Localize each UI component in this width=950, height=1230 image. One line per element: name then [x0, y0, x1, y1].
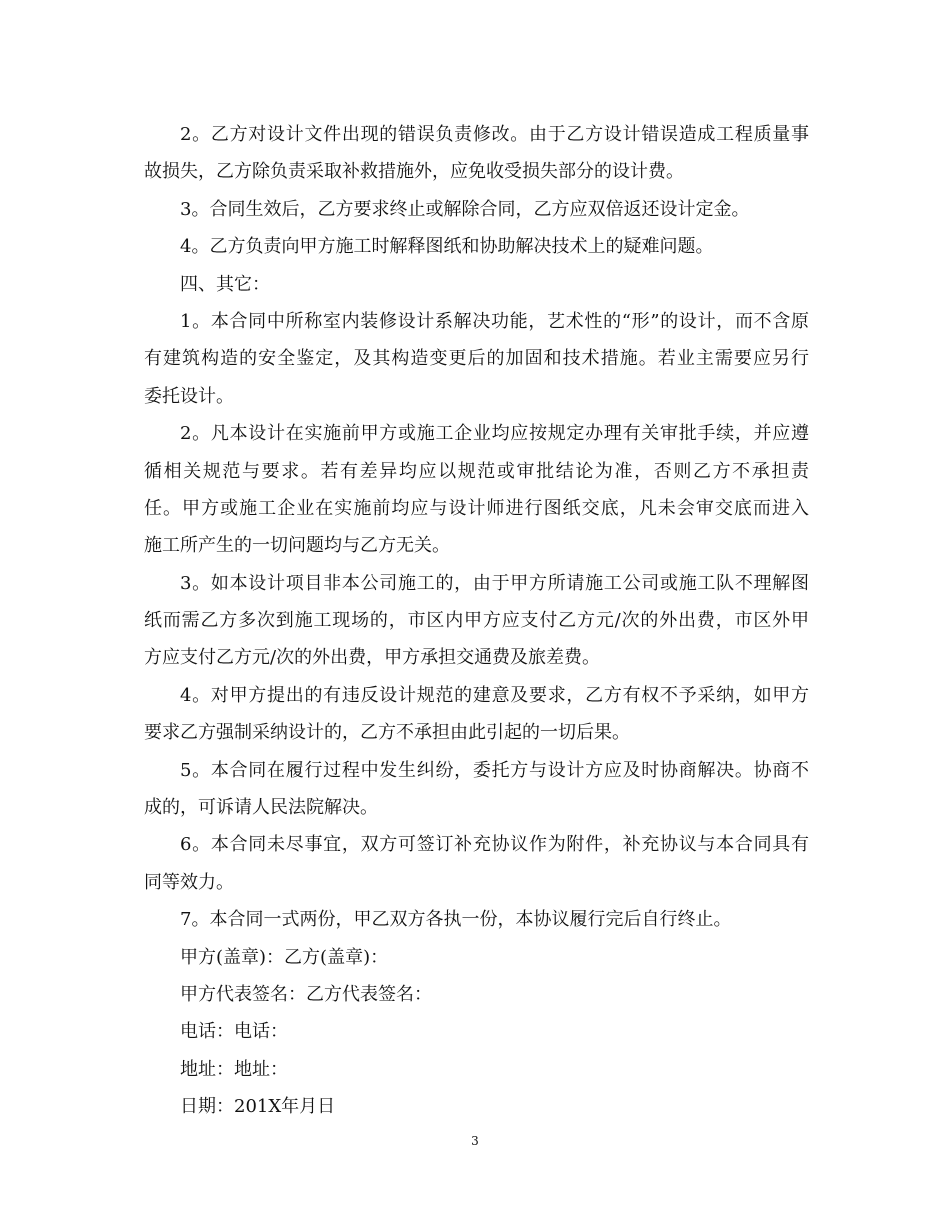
paragraph — [144, 901, 809, 938]
text-line: 2。乙方对设计文件出现的错误负责修改。由于乙方设计错误造成工程质量事 — [180, 124, 809, 145]
text-line: 方应支付乙方元/次的外出费，甲方承担交通费及旅差费。 — [144, 647, 601, 669]
text-line: 4。乙方负责向甲方施工时解释图纸和协助解决技术上的疑难问题。 — [180, 236, 714, 258]
text-line: 四、其它： — [180, 273, 270, 295]
paragraph — [144, 752, 809, 827]
paragraph — [144, 677, 809, 752]
text-line: 同等效力。 — [144, 871, 234, 893]
signature-date — [144, 1088, 809, 1125]
signature-address — [144, 1051, 809, 1088]
paragraph — [144, 565, 809, 677]
text-line: 纸而需乙方多次到施工现场的，市区内甲方应支付乙方元/次的外出费，市区外甲 — [144, 610, 809, 632]
text-line: 成的，可诉请人民法院解决。 — [144, 797, 378, 819]
text-line: 施工所产生的一切问题均与乙方无关。 — [144, 535, 450, 557]
paragraph — [144, 303, 809, 415]
text-line: 4。对甲方提出的有违反设计规范的建意及要求，乙方有权不予采纳，如甲方 — [180, 684, 809, 706]
document-body — [144, 116, 809, 1126]
text-line: 日期：201X年月日 — [180, 1096, 336, 1118]
signature-party-stamp — [144, 939, 809, 976]
text-line: 有建筑构造的安全鉴定，及其构造变更后的加固和技术措施。若业主需要应另行 — [144, 348, 809, 370]
text-line: 故损失，乙方除负责采取补救措施外，应免收受损失部分的设计费。 — [144, 161, 684, 183]
text-line: 委托设计。 — [144, 385, 234, 407]
section-heading — [144, 266, 809, 303]
text-line: 任。甲方或施工企业在实施前均应与设计师进行图纸交底，凡未会审交底而进入 — [144, 497, 809, 519]
paragraph — [144, 228, 809, 265]
text-line: 循相关规范与要求。若有差异均应以规范或审批结论为准，否则乙方不承担责 — [144, 460, 809, 482]
text-line: 2。凡本设计在实施前甲方或施工企业均应按规定办理有关审批手续，并应遵 — [180, 423, 809, 445]
text-line: 电话：电话： — [180, 1021, 288, 1043]
text-line: 要求乙方强制采纳设计的，乙方不承担由此引起的一切后果。 — [144, 722, 630, 744]
paragraph — [144, 191, 809, 228]
text-line: 5。本合同在履行过程中发生纠纷，委托方与设计方应及时协商解决。协商不 — [180, 759, 809, 781]
paragraph — [144, 116, 809, 191]
text-line: 甲方代表签名：乙方代表签名： — [180, 983, 432, 1005]
signature-representative — [144, 976, 809, 1013]
text-line: 地址：地址： — [180, 1058, 288, 1080]
paragraph — [144, 826, 809, 901]
signature-phone — [144, 1013, 809, 1050]
text-line: 甲方(盖章)：乙方(盖章)： — [180, 946, 389, 968]
text-line: 3。合同生效后，乙方要求终止或解除合同，乙方应双倍返还设计定金。 — [180, 198, 750, 220]
paragraph — [144, 415, 809, 565]
page-number: 3 — [471, 1134, 479, 1148]
text-line: 1。本合同中所称室内装修设计系解决功能，艺术性的“形”的设计，而不含原 — [180, 310, 809, 332]
text-line: 7。本合同一式两份，甲乙双方各执一份，本协议履行完后自行终止。 — [180, 909, 732, 931]
text-line: 6。本合同未尽事宜，双方可签订补充协议作为附件，补充协议与本合同具有 — [180, 834, 809, 856]
text-line: 3。如本设计项目非本公司施工的，由于甲方所请施工公司或施工队不理解图 — [180, 572, 809, 594]
